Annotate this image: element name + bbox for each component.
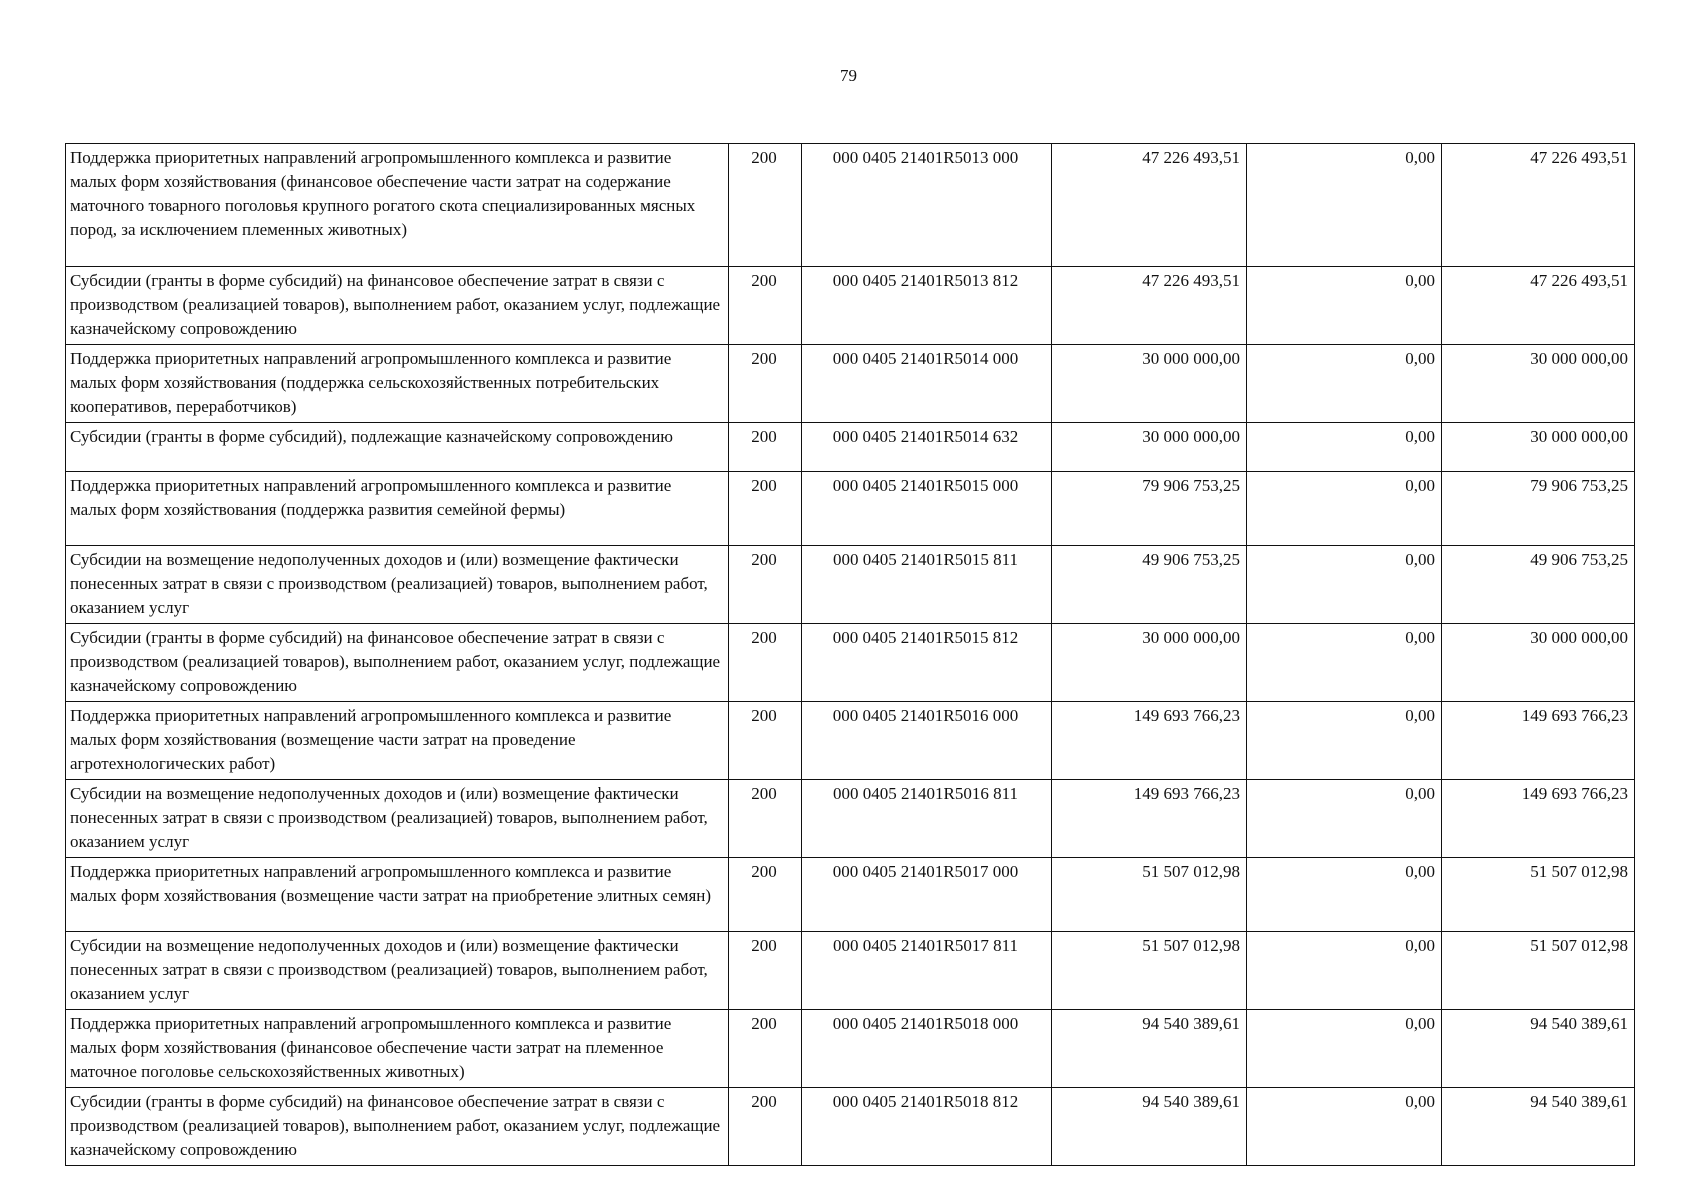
cell-admin-code: 200 xyxy=(729,780,802,858)
cell-name: Поддержка приоритетных направлений агропромышленного комплекса и развитие малых форм хозяйствования (поддержка развития семейной фермы) xyxy=(66,472,729,546)
cell-total-amount: 30 000 000,00 xyxy=(1442,423,1635,472)
cell-budget-code: 000 0405 21401R5018 000 xyxy=(802,1010,1052,1088)
cell-approved-amount: 79 906 753,25 xyxy=(1052,472,1247,546)
cell-budget-code: 000 0405 21401R5015 812 xyxy=(802,624,1052,702)
cell-admin-code: 200 xyxy=(729,932,802,1010)
table-row xyxy=(66,858,1635,932)
cell-name: Субсидии на возмещение недополученных доходов и (или) возмещение фактически понесенных затрат в связи с производством (реализацией) товаров, выполнением работ, оказанием услуг xyxy=(66,780,729,858)
cell-approved-amount: 30 000 000,00 xyxy=(1052,345,1247,423)
cell-admin-code: 200 xyxy=(729,1088,802,1166)
cell-admin-code: 200 xyxy=(729,546,802,624)
cell-name: Субсидии на возмещение недополученных доходов и (или) возмещение фактически понесенных затрат в связи с производством (реализацией) товаров, выполнением работ, оказанием услуг xyxy=(66,546,729,624)
cell-total-amount: 79 906 753,25 xyxy=(1442,472,1635,546)
cell-name: Субсидии (гранты в форме субсидий) на финансовое обеспечение затрат в связи с производством (реализацией товаров), выполнением работ, оказанием услуг, подлежащие казначейскому сопровождению xyxy=(66,1088,729,1166)
cell-total-amount: 149 693 766,23 xyxy=(1442,702,1635,780)
cell-admin-code: 200 xyxy=(729,1010,802,1088)
cell-approved-amount: 51 507 012,98 xyxy=(1052,932,1247,1010)
cell-name: Поддержка приоритетных направлений агропромышленного комплекса и развитие малых форм хозяйствования (финансовое обеспечение части затрат на содержание маточного товарного поголовья крупного рогатого скота специализированных мясных пород, за исключением племенных животных) xyxy=(66,144,729,267)
table-row xyxy=(66,780,1635,858)
cell-change-amount: 0,00 xyxy=(1247,1010,1442,1088)
cell-admin-code: 200 xyxy=(729,858,802,932)
cell-budget-code: 000 0405 21401R5018 812 xyxy=(802,1088,1052,1166)
cell-admin-code: 200 xyxy=(729,702,802,780)
cell-total-amount: 94 540 389,61 xyxy=(1442,1010,1635,1088)
cell-approved-amount: 94 540 389,61 xyxy=(1052,1010,1247,1088)
cell-change-amount: 0,00 xyxy=(1247,144,1442,267)
cell-name: Поддержка приоритетных направлений агропромышленного комплекса и развитие малых форм хозяйствования (возмещение части затрат на проведение агротехнологических работ) xyxy=(66,702,729,780)
page-number: 79 xyxy=(840,66,857,85)
cell-admin-code: 200 xyxy=(729,472,802,546)
table-row xyxy=(66,267,1635,345)
cell-approved-amount: 149 693 766,23 xyxy=(1052,702,1247,780)
cell-approved-amount: 47 226 493,51 xyxy=(1052,267,1247,345)
cell-name: Субсидии (гранты в форме субсидий), подлежащие казначейскому сопровождению xyxy=(66,423,729,472)
cell-change-amount: 0,00 xyxy=(1247,780,1442,858)
cell-total-amount: 51 507 012,98 xyxy=(1442,858,1635,932)
cell-budget-code: 000 0405 21401R5016 811 xyxy=(802,780,1052,858)
cell-admin-code: 200 xyxy=(729,423,802,472)
cell-change-amount: 0,00 xyxy=(1247,423,1442,472)
cell-name: Субсидии (гранты в форме субсидий) на финансовое обеспечение затрат в связи с производством (реализацией товаров), выполнением работ, оказанием услуг, подлежащие казначейскому сопровождению xyxy=(66,267,729,345)
cell-total-amount: 94 540 389,61 xyxy=(1442,1088,1635,1166)
budget-table xyxy=(65,143,1635,1166)
cell-approved-amount: 51 507 012,98 xyxy=(1052,858,1247,932)
table-row xyxy=(66,624,1635,702)
cell-change-amount: 0,00 xyxy=(1247,858,1442,932)
table-row xyxy=(66,1088,1635,1166)
cell-name: Поддержка приоритетных направлений агропромышленного комплекса и развитие малых форм хозяйствования (финансовое обеспечение части затрат на племенное маточное поголовье сельскохозяйственных животных) xyxy=(66,1010,729,1088)
cell-approved-amount: 30 000 000,00 xyxy=(1052,423,1247,472)
cell-budget-code: 000 0405 21401R5014 632 xyxy=(802,423,1052,472)
cell-admin-code: 200 xyxy=(729,624,802,702)
cell-budget-code: 000 0405 21401R5016 000 xyxy=(802,702,1052,780)
cell-name: Субсидии (гранты в форме субсидий) на финансовое обеспечение затрат в связи с производством (реализацией товаров), выполнением работ, оказанием услуг, подлежащие казначейскому сопровождению xyxy=(66,624,729,702)
cell-admin-code: 200 xyxy=(729,345,802,423)
cell-approved-amount: 149 693 766,23 xyxy=(1052,780,1247,858)
cell-total-amount: 149 693 766,23 xyxy=(1442,780,1635,858)
cell-admin-code: 200 xyxy=(729,144,802,267)
cell-change-amount: 0,00 xyxy=(1247,624,1442,702)
cell-change-amount: 0,00 xyxy=(1247,472,1442,546)
cell-total-amount: 30 000 000,00 xyxy=(1442,345,1635,423)
cell-change-amount: 0,00 xyxy=(1247,345,1442,423)
cell-total-amount: 51 507 012,98 xyxy=(1442,932,1635,1010)
cell-name: Поддержка приоритетных направлений агропромышленного комплекса и развитие малых форм хозяйствования (поддержка сельскохозяйственных потребительских кооперативов, переработчиков) xyxy=(66,345,729,423)
cell-approved-amount: 47 226 493,51 xyxy=(1052,144,1247,267)
cell-total-amount: 30 000 000,00 xyxy=(1442,624,1635,702)
table-row xyxy=(66,932,1635,1010)
cell-approved-amount: 30 000 000,00 xyxy=(1052,624,1247,702)
table-row xyxy=(66,546,1635,624)
cell-total-amount: 47 226 493,51 xyxy=(1442,144,1635,267)
cell-change-amount: 0,00 xyxy=(1247,546,1442,624)
cell-name: Поддержка приоритетных направлений агропромышленного комплекса и развитие малых форм хозяйствования (возмещение части затрат на приобретение элитных семян) xyxy=(66,858,729,932)
cell-budget-code: 000 0405 21401R5017 811 xyxy=(802,932,1052,1010)
cell-admin-code: 200 xyxy=(729,267,802,345)
table-row xyxy=(66,144,1635,267)
cell-change-amount: 0,00 xyxy=(1247,932,1442,1010)
cell-budget-code: 000 0405 21401R5017 000 xyxy=(802,858,1052,932)
table-row xyxy=(66,345,1635,423)
cell-change-amount: 0,00 xyxy=(1247,1088,1442,1166)
cell-change-amount: 0,00 xyxy=(1247,702,1442,780)
cell-budget-code: 000 0405 21401R5015 811 xyxy=(802,546,1052,624)
cell-total-amount: 49 906 753,25 xyxy=(1442,546,1635,624)
table-row xyxy=(66,1010,1635,1088)
table-row xyxy=(66,423,1635,472)
cell-change-amount: 0,00 xyxy=(1247,267,1442,345)
cell-total-amount: 47 226 493,51 xyxy=(1442,267,1635,345)
cell-name: Субсидии на возмещение недополученных доходов и (или) возмещение фактически понесенных затрат в связи с производством (реализацией) товаров, выполнением работ, оказанием услуг xyxy=(66,932,729,1010)
cell-budget-code: 000 0405 21401R5014 000 xyxy=(802,345,1052,423)
table-row xyxy=(66,472,1635,546)
cell-budget-code: 000 0405 21401R5013 000 xyxy=(802,144,1052,267)
cell-approved-amount: 94 540 389,61 xyxy=(1052,1088,1247,1166)
cell-budget-code: 000 0405 21401R5015 000 xyxy=(802,472,1052,546)
table-row xyxy=(66,702,1635,780)
cell-budget-code: 000 0405 21401R5013 812 xyxy=(802,267,1052,345)
cell-approved-amount: 49 906 753,25 xyxy=(1052,546,1247,624)
